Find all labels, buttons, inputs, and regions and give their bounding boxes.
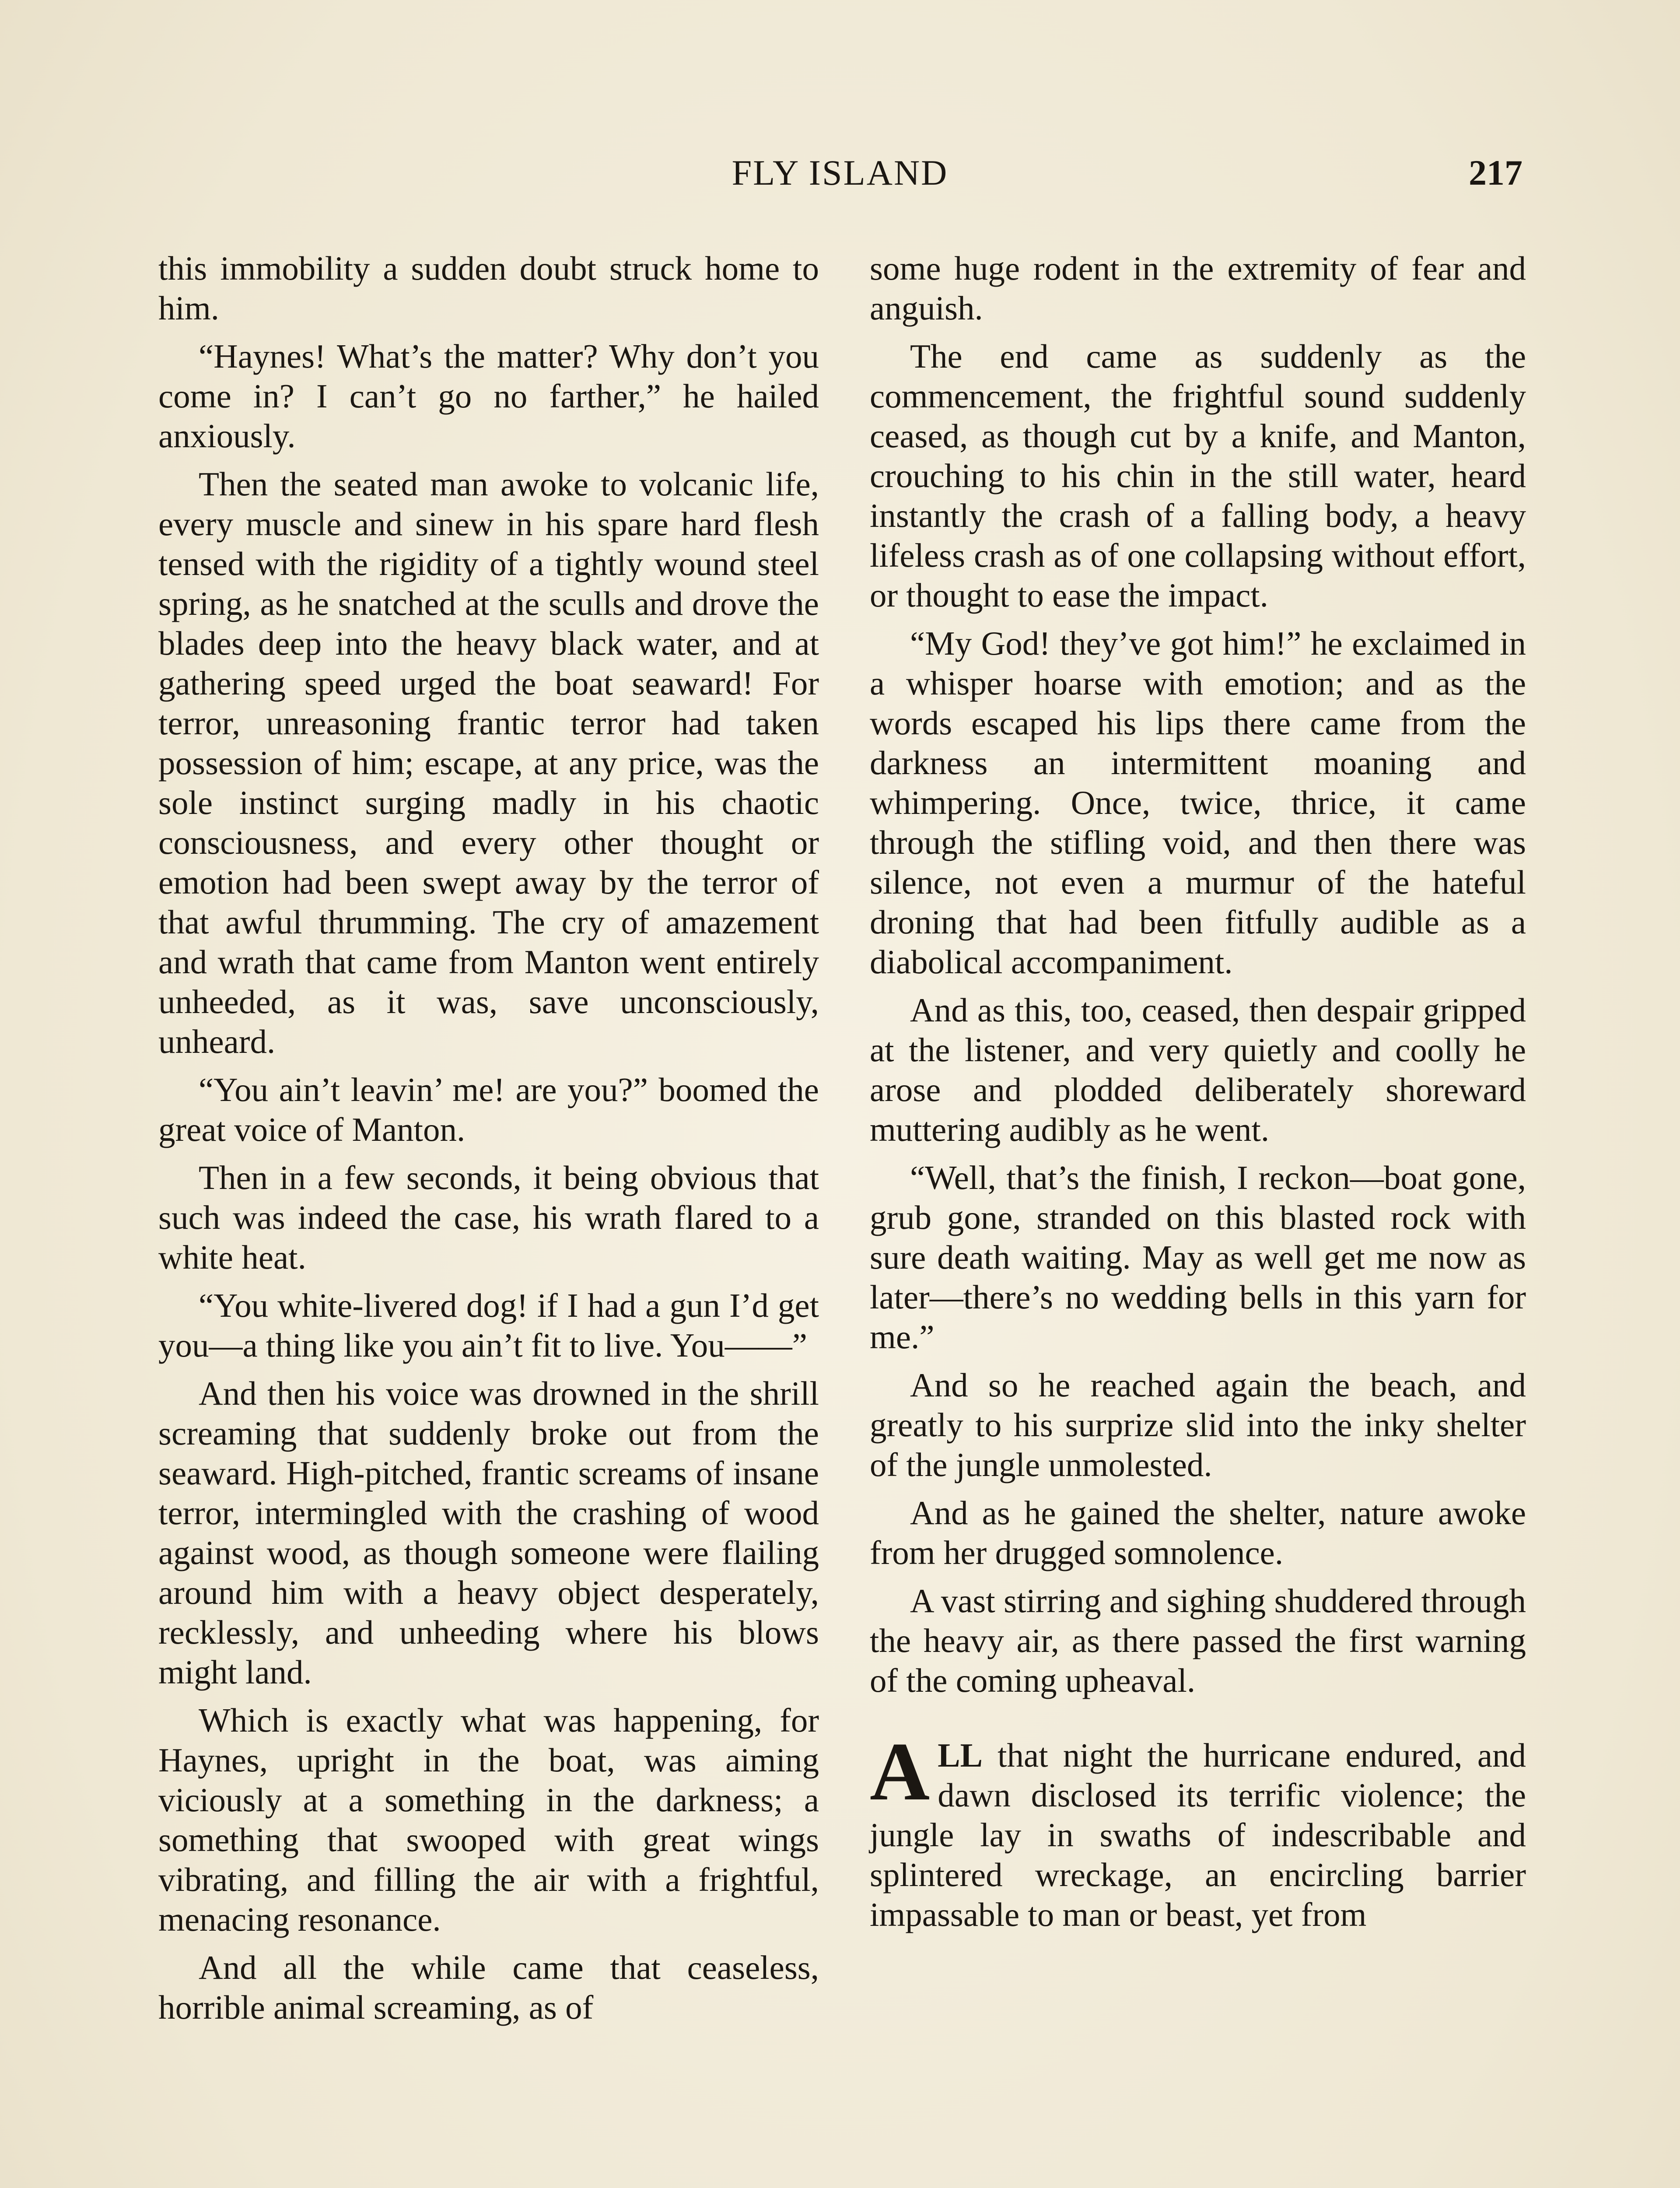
- paragraph-text: that night the hurricane endured, and dawn disclosed its terrific violence; the jungle lay in swaths of indescribable and splintered wreckage, an encircling barrier impassable to man or beast, yet from: [870, 1736, 1526, 1933]
- paragraph: And then his voice was drowned in the shrill screaming that suddenly broke out from the seaward. High-pitched, frantic screams of insane terror, intermingled with the crashing of wood against wood, as though someone were flailing around him with a heavy object desperately, recklessly, and unheeding where his blows might land.: [158, 1375, 819, 1691]
- paragraph: The end came as suddenly as the commencement, the frightful sound suddenly ceased, as though cut by a knife, and Manton, crouching to his chin in the still water, heard instantly the crash of a falling body, a heavy lifeless crash as of one collapsing without effort, or thought to ease the impact.: [870, 337, 1526, 614]
- paragraph: A vast stirring and sighing shuddered through the heavy air, as there passed the first warning of the coming upheaval.: [870, 1582, 1526, 1699]
- drop-cap: A: [870, 1726, 930, 1818]
- section-opening-paragraph: [870, 1726, 1526, 1935]
- paragraph: And as this, too, ceased, then despair gripped at the listener, and very quietly and coolly he arose and plodded deliberately shoreward muttering audibly as he went.: [870, 991, 1526, 1148]
- paragraph: Which is exactly what was happening, for Haynes, upright in the boat, was aiming viciously at a something in the darkness; a something that swooped with great wings vibrating, and filling the air with a frightful, menacing resonance.: [158, 1701, 819, 1938]
- paragraph: some huge rodent in the extremity of fear and anguish.: [870, 249, 1526, 327]
- page-number: 217: [1469, 153, 1522, 193]
- paragraph: Then the seated man awoke to volcanic life, every muscle and sinew in his spare hard flesh tensed with the rigidity of a tightly wound steel spring, as he snatched at the sculls and drove the blades deep into the heavy black water, and at gathering speed urged the boat seaward! For terror, unreasoning frantic terror had taken possession of him; escape, at any price, was the sole instinct surging madly in his chaotic consciousness, and every other thought or emotion had been swept away by the terror of that awful thrumming. The cry of amazement and wrath that came from Manton went entirely unheeded, as it was, save unconsciously, unheard.: [158, 465, 819, 1060]
- paragraph: And so he reached again the beach, and greatly to his surprize slid into the inky shelter of the jungle unmolested.: [870, 1366, 1526, 1483]
- left-column: [158, 249, 819, 2036]
- paragraph: “Well, that’s the finish, I reckon—boat gone, grub gone, stranded on this blasted rock with sure death waiting. May as well get me now as later—there’s no wedding bells in this yarn for me.”: [870, 1159, 1526, 1356]
- paragraph: this immobility a sudden doubt struck home to him.: [158, 249, 819, 327]
- paragraph: And all the while came that ceaseless, horrible animal screaming, as of: [158, 1949, 819, 2026]
- paragraph: “Haynes! What’s the matter? Why don’t you come in? I can’t go no farther,” he hailed anxiously.: [158, 337, 819, 455]
- running-title: FLY ISLAND: [732, 153, 948, 193]
- paragraph: “My God! they’ve got him!” he exclaimed in a whisper hoarse with emotion; and as the words escaped his lips there came from the darkness an intermittent moaning and whimpering. Once, twice, thrice, it came through the stifling void, and then there was silence, not even a murmur of the hateful droning that had been fitfully audible as a diabolical accompaniment.: [870, 624, 1526, 981]
- paragraph: “You ain’t leavin’ me! are you?” boomed the great voice of Manton.: [158, 1071, 819, 1148]
- page-header: [158, 152, 1522, 200]
- paragraph: Then in a few seconds, it being obvious that such was indeed the case, his wrath flared to a white heat.: [158, 1159, 819, 1276]
- right-column: [870, 249, 1526, 1943]
- paragraph: And as he gained the shelter, nature awoke from her drugged somnolence.: [870, 1494, 1526, 1571]
- small-caps-lead: LL: [938, 1736, 983, 1774]
- paragraph: “You white-livered dog! if I had a gun I’d get you—a thing like you ain’t fit to live. You——”: [158, 1287, 819, 1364]
